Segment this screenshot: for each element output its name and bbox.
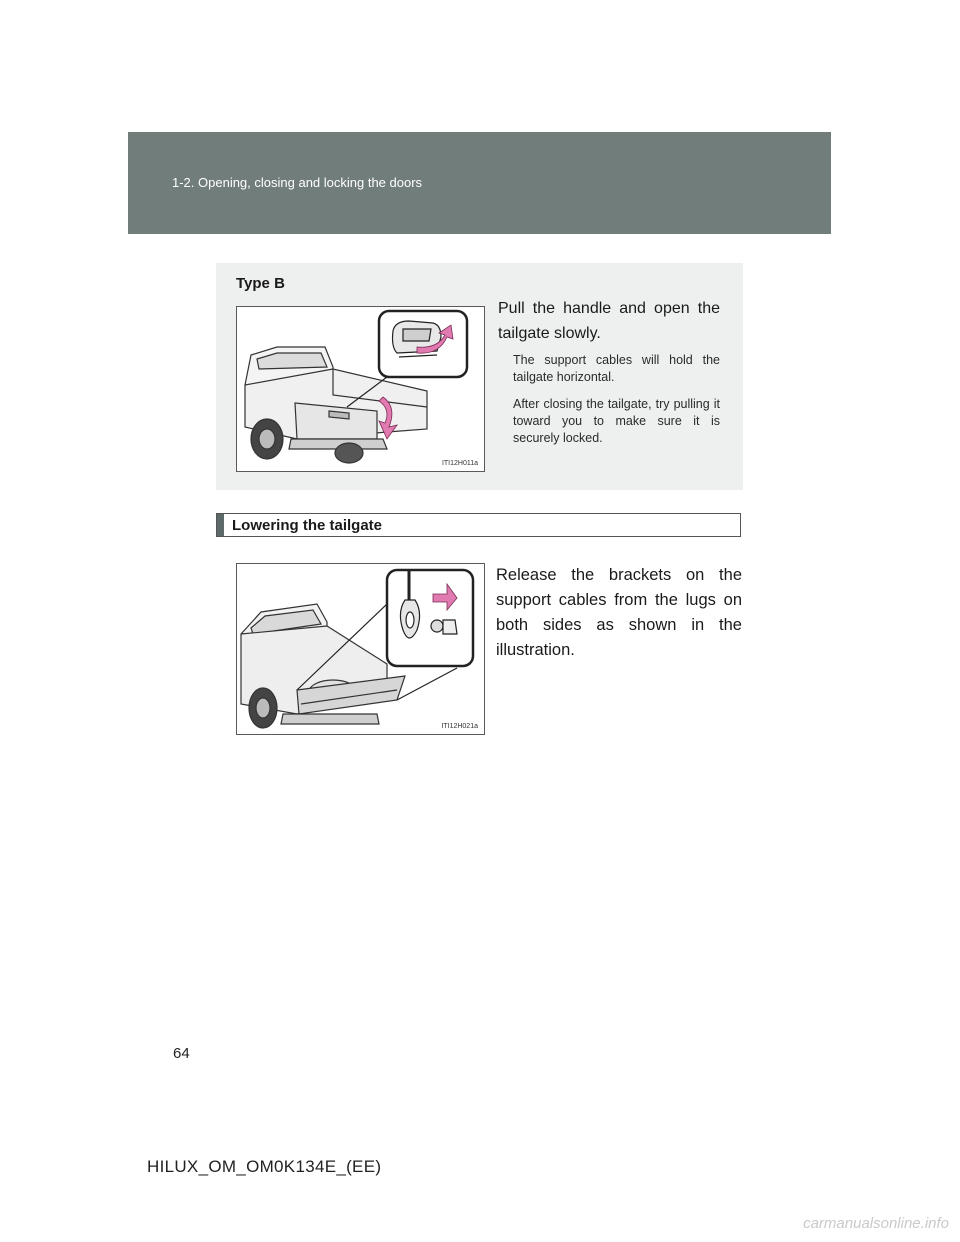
type-b-note-1: The support cables will hold the tailgate horizontal. <box>513 353 720 384</box>
section-reference: 1-2. Opening, closing and locking the doors <box>172 175 423 190</box>
lowering-tailgate-heading <box>216 513 741 537</box>
figure-code: ITI12H021a <box>441 723 478 730</box>
figure-code: ITI12H011a <box>441 460 478 467</box>
type-label: Type B <box>236 275 285 292</box>
lowering-instruction: Release the brackets on the support cables from the lugs on both sides as shown in the illustration. <box>496 566 742 659</box>
watermark: carmanualsonline.info <box>803 1215 949 1232</box>
page-number: 64 <box>173 1045 190 1062</box>
header-band <box>128 132 831 234</box>
document-code: HILUX_OM_OM0K134E_(EE) <box>147 1157 382 1176</box>
heading-bar <box>217 514 224 536</box>
tailgate-bracket-drawing <box>237 564 484 734</box>
lowering-heading-text: Lowering the tailgate <box>232 517 383 534</box>
tailgate-open-illustration <box>236 306 485 472</box>
type-b-note-2: After closing the tailgate, try pulling it toward you to make sure it is securely locked. <box>513 397 720 445</box>
type-b-instruction: Pull the handle and open the tailgate slowly. <box>498 300 720 342</box>
pickup-tailgate-drawing <box>237 307 484 471</box>
lower-tailgate-illustration <box>236 563 485 735</box>
